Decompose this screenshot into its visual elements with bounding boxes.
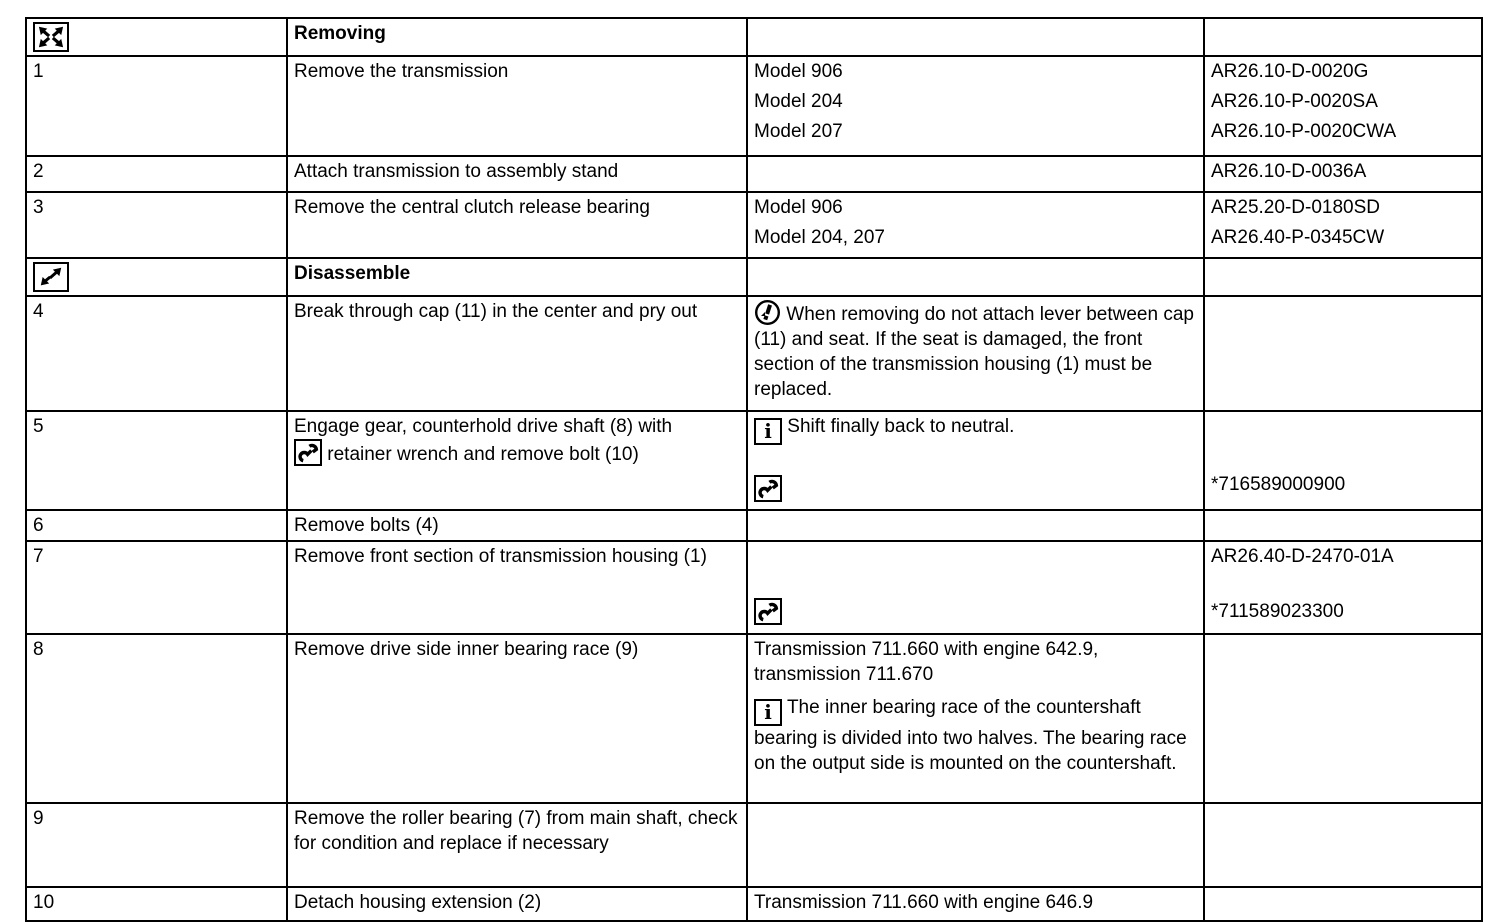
doc-cell xyxy=(1204,56,1482,156)
table-row-10 xyxy=(26,887,1482,921)
danger-icon xyxy=(754,299,781,326)
note-cell xyxy=(747,411,1204,510)
step-number: 10 xyxy=(26,887,287,921)
step-number: 4 xyxy=(26,296,287,411)
model-line: Model 204 xyxy=(754,91,843,112)
action-text: Remove the roller bearing (7) from main shaft, check for condition and replace if necessary xyxy=(287,803,747,887)
action-text: Remove the central clutch release bearing xyxy=(287,192,747,258)
step-number: 8 xyxy=(26,634,287,803)
model-text: Transmission 711.660 with engine 642.9, transmission 711.670 xyxy=(754,639,1099,685)
doc-ref[interactable]: AR26.10-P-0020CWA xyxy=(1211,121,1397,142)
note-cell xyxy=(747,510,1204,541)
empty-cell xyxy=(747,258,1204,296)
note-text: Shift finally back to neutral. xyxy=(787,416,1015,437)
doc-cell xyxy=(1204,296,1482,411)
step-number: 2 xyxy=(26,156,287,192)
step-number: 9 xyxy=(26,803,287,887)
empty-cell xyxy=(1204,18,1482,56)
step-number: 5 xyxy=(26,411,287,510)
note-cell xyxy=(747,296,1204,411)
step-number: 1 xyxy=(26,56,287,156)
table-row-4 xyxy=(26,296,1482,411)
table-row-8 xyxy=(26,634,1482,803)
action-text: Remove bolts (4) xyxy=(287,510,747,541)
action-cell xyxy=(287,411,747,510)
tool-number[interactable]: *711589023300 xyxy=(1211,601,1344,622)
section-row-removing xyxy=(26,18,1482,56)
action-text: Break through cap (11) in the center and pry out xyxy=(287,296,747,411)
doc-cell xyxy=(1204,887,1482,921)
table-row-3 xyxy=(26,192,1482,258)
step-number: 7 xyxy=(26,541,287,634)
empty-cell xyxy=(1204,258,1482,296)
section-row-disassemble xyxy=(26,258,1482,296)
note-cell xyxy=(747,803,1204,887)
expand-arrows-icon[interactable] xyxy=(33,22,69,52)
doc-cell xyxy=(1204,510,1482,541)
empty-cell xyxy=(747,18,1204,56)
model-line: Model 207 xyxy=(754,121,843,142)
doc-cell xyxy=(1204,634,1482,803)
section-title-removing: Removing xyxy=(287,18,747,56)
diagonal-arrows-icon[interactable] xyxy=(33,262,69,292)
action-text: Remove the transmission xyxy=(287,56,747,156)
doc-ref[interactable]: AR26.10-D-0020G xyxy=(1211,61,1369,82)
table-row-2 xyxy=(26,156,1482,192)
action-text: retainer wrench and remove bolt (10) xyxy=(327,444,639,465)
note-cell xyxy=(747,634,1204,803)
special-tool-icon[interactable] xyxy=(754,598,782,625)
special-tool-icon[interactable] xyxy=(754,475,782,502)
info-icon: i xyxy=(754,699,782,726)
model-cell xyxy=(747,156,1204,192)
action-text: Detach housing extension (2) xyxy=(287,887,747,921)
step-number: 3 xyxy=(26,192,287,258)
action-text: Attach transmission to assembly stand xyxy=(287,156,747,192)
doc-cell xyxy=(1204,156,1482,192)
doc-ref[interactable]: AR26.40-P-0345CW xyxy=(1211,227,1385,248)
table-row-6 xyxy=(26,510,1482,541)
special-tool-icon[interactable] xyxy=(294,439,322,466)
model-text: Transmission 711.660 with engine 646.9 xyxy=(747,887,1204,921)
procedure-table xyxy=(25,17,1483,922)
doc-ref[interactable]: AR25.20-D-0180SD xyxy=(1211,197,1380,218)
model-cell xyxy=(747,192,1204,258)
note-line xyxy=(754,695,1197,776)
note-text: The inner bearing race of the countershaft bearing is divided into two halves. The bearing race on the output side is mounted on the countershaft. xyxy=(754,697,1187,774)
info-icon: i xyxy=(754,418,782,445)
doc-cell xyxy=(1204,411,1482,510)
table-row-5 xyxy=(26,411,1482,510)
section-icon-cell xyxy=(26,18,287,56)
table-row-1 xyxy=(26,56,1482,156)
model-line: Model 906 xyxy=(754,197,843,218)
action-text: Remove front section of transmission housing (1) xyxy=(287,541,747,634)
action-text: Remove drive side inner bearing race (9) xyxy=(287,634,747,803)
tool-number[interactable]: *716589000900 xyxy=(1211,474,1346,495)
note-cell xyxy=(747,541,1204,634)
section-icon-cell xyxy=(26,258,287,296)
table-row-7 xyxy=(26,541,1482,634)
action-text: Engage gear, counterhold drive shaft (8) with xyxy=(294,416,673,437)
model-line: Model 906 xyxy=(754,61,843,82)
section-title-disassemble: Disassemble xyxy=(287,258,747,296)
doc-ref[interactable]: AR26.10-D-0036A xyxy=(1211,161,1367,182)
doc-ref[interactable]: AR26.10-P-0020SA xyxy=(1211,91,1378,112)
table-row-9 xyxy=(26,803,1482,887)
doc-cell xyxy=(1204,192,1482,258)
model-line: Model 204, 207 xyxy=(754,227,885,248)
doc-cell xyxy=(1204,541,1482,634)
note-text: When removing do not attach lever between cap (11) and seat. If the seat is damaged, the front section of the transmission housing (1) must be replaced. xyxy=(754,304,1194,400)
doc-ref[interactable]: AR26.40-D-2470-01A xyxy=(1211,546,1394,567)
doc-cell xyxy=(1204,803,1482,887)
model-cell xyxy=(747,56,1204,156)
step-number: 6 xyxy=(26,510,287,541)
note-line xyxy=(754,414,1197,445)
